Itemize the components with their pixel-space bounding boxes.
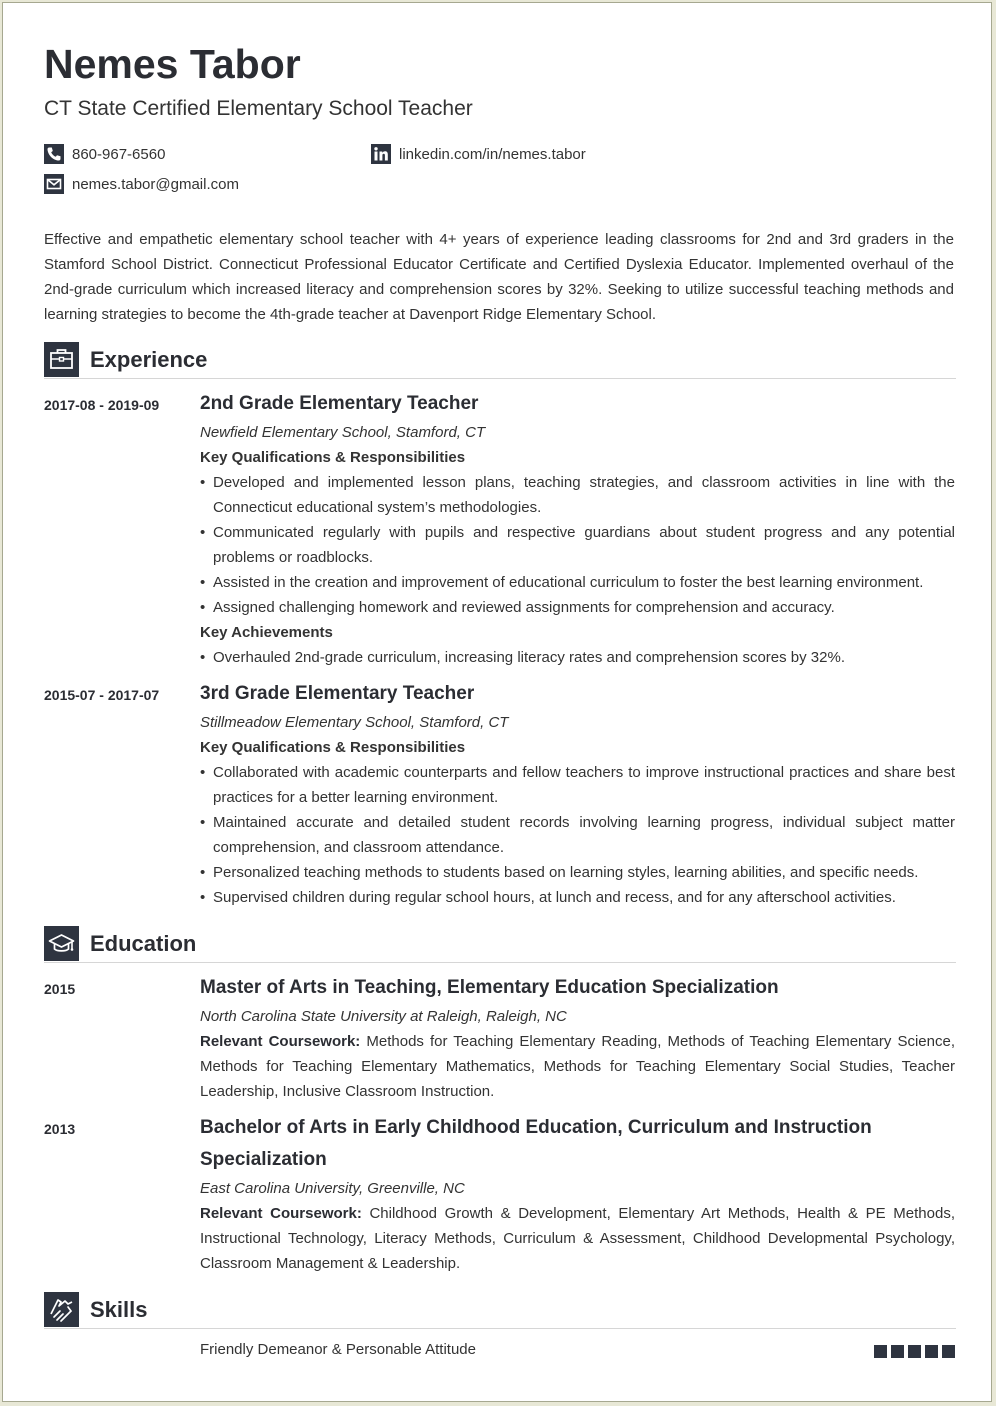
rating-dot: [925, 1345, 938, 1358]
degree-entry: [200, 972, 955, 1104]
job-dates: 2017-08 - 2019-09: [44, 397, 160, 413]
job-entry: [200, 388, 955, 670]
experience-heading: Experience: [90, 347, 208, 372]
candidate-title: CT State Certified Elementary School Teacher: [44, 97, 473, 120]
qualifications-list: [200, 470, 955, 620]
degree-title: Bachelor of Arts in Early Childhood Education, Curriculum and Instruction Specialization: [200, 1117, 872, 1170]
qualifications-heading: Key Qualifications & Responsibilities: [200, 739, 466, 756]
rating-dot: [874, 1345, 887, 1358]
briefcase-icon: [44, 342, 79, 377]
skills-section-header: [44, 1292, 956, 1329]
list-item: • Developed and implemented lesson plans, teaching strategies, and classroom activities in line with the Connecticut educational system’s methodologies.: [200, 470, 955, 520]
degree-entry: [200, 1112, 955, 1276]
contact-linkedin: [371, 144, 586, 164]
resume-page: [2, 2, 992, 1402]
email-address[interactable]: nemes.tabor@gmail.com: [72, 175, 239, 193]
job-dates: 2015-07 - 2017-07: [44, 687, 160, 703]
skill-level-rating: [874, 1345, 955, 1358]
list-item: • Assisted in the creation and improvement of educational curriculum to foster the best learning environment.: [200, 570, 955, 595]
list-item: • Personalized teaching methods to students based on learning styles, learning abilities, and specific needs.: [200, 860, 955, 885]
achievements-heading: Key Achievements: [200, 624, 333, 641]
list-item: • Communicated regularly with pupils and respective guardians about student progress and any potential problems or roadblocks.: [200, 520, 955, 570]
skill-name: Friendly Demeanor & Personable Attitude: [200, 1341, 476, 1358]
rating-dot: [942, 1345, 955, 1358]
envelope-icon: [44, 174, 64, 194]
list-item: • Assigned challenging homework and reviewed assignments for comprehension and accuracy.: [200, 595, 955, 620]
degree-coursework: [200, 1029, 955, 1104]
coursework-text: Methods for Teaching Elementary Reading, Methods of Teaching Elementary Science, Methods for Teaching Elementary Mathematics, Methods for Teaching Elementary Social Studies, Teacher Leadership, Inclusive Classroom Instruction.: [200, 1033, 955, 1100]
degree-coursework: [200, 1201, 955, 1276]
phone-icon: [44, 144, 64, 164]
profile-summary: Effective and empathetic elementary school teacher with 4+ years of experience leading classrooms for 2nd and 3rd graders in the Stamford School District. Connecticut Professional Educator Certificate and Certified Dyslexia Educator. Implemented overhaul of the 2nd-grade curriculum which increased literacy and comprehension scores by 32%. Seeking to utilize successful teaching methods and learning strategies to become the 4th-grade teacher at Davenport Ridge Elementary School.: [44, 231, 954, 323]
coursework-text: Childhood Growth & Development, Elementary Art Methods, Health & PE Methods, Instructional Technology, Literacy Methods, Curriculum & Assessment, Childhood Developmental Psychology, Classroom Management & Leadership.: [200, 1205, 955, 1272]
education-heading: Education: [90, 931, 197, 956]
job-title: 2nd Grade Elementary Teacher: [200, 393, 479, 414]
skills-heading: Skills: [90, 1297, 148, 1322]
rating-dot: [908, 1345, 921, 1358]
degree-institution: North Carolina State University at Raleigh, Raleigh, NC: [200, 1008, 567, 1025]
candidate-name: Nemes Tabor: [44, 41, 301, 87]
list-item: • Maintained accurate and detailed student records involving learning progress, individual subject matter comprehension, and classroom attendance.: [200, 810, 955, 860]
degree-year: 2015: [44, 981, 76, 997]
qualifications-heading: Key Qualifications & Responsibilities: [200, 449, 466, 466]
degree-title: Master of Arts in Teaching, Elementary Education Specialization: [200, 977, 779, 998]
skill-row: [200, 1341, 955, 1363]
rating-dot: [891, 1345, 904, 1358]
qualifications-list: [200, 760, 955, 910]
job-organization: Stillmeadow Elementary School, Stamford, CT: [200, 714, 509, 731]
education-section-header: [44, 926, 956, 963]
list-item: • Overhauled 2nd-grade curriculum, increasing literacy rates and comprehension scores by 32%.: [200, 645, 955, 670]
degree-institution: East Carolina University, Greenville, NC: [200, 1180, 465, 1197]
job-entry: [200, 678, 955, 910]
coursework-label: Relevant Coursework:: [200, 1205, 362, 1222]
handshake-icon: [44, 1292, 79, 1327]
phone-number: 860-967-6560: [72, 145, 166, 163]
list-item: • Supervised children during regular school hours, at lunch and recess, and for any afterschool activities.: [200, 885, 955, 910]
achievements-list: [200, 645, 955, 670]
contact-phone: [44, 144, 165, 164]
contact-email: [44, 174, 239, 194]
coursework-label: Relevant Coursework:: [200, 1033, 361, 1050]
list-item: • Collaborated with academic counterparts and fellow teachers to improve instructional practices and share best practices for a better learning environment.: [200, 760, 955, 810]
degree-year: 2013: [44, 1121, 76, 1137]
graduation-cap-icon: [44, 926, 79, 961]
experience-section-header: [44, 342, 956, 379]
linkedin-url[interactable]: linkedin.com/in/nemes.tabor: [399, 145, 586, 163]
job-organization: Newfield Elementary School, Stamford, CT: [200, 424, 486, 441]
job-title: 3rd Grade Elementary Teacher: [200, 683, 475, 704]
linkedin-icon: [371, 144, 391, 164]
